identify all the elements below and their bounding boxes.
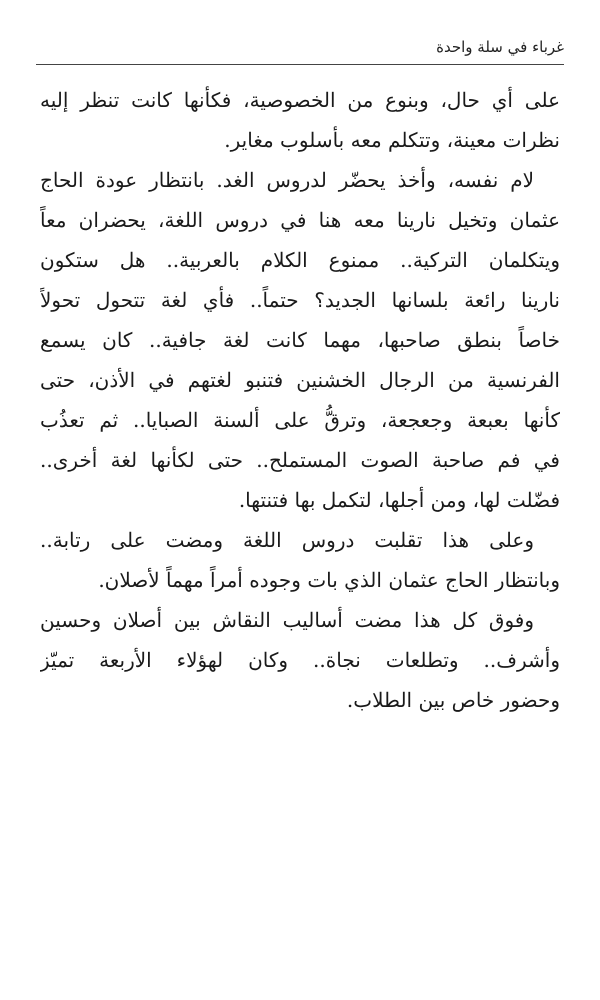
text-line: ويتكلمان التركية.. ممنوع الكلام بالعربية.. هل ستكون [40, 248, 560, 272]
text-line: على أي حال، وبنوع من الخصوصية، فكأنها كانت تنظر إليه [40, 88, 560, 112]
paragraph-4 [40, 600, 560, 720]
text-line: في فم صاحبة الصوت المستملح.. حتى لكأنها لغة أخرى.. [40, 448, 560, 472]
paragraph-2 [40, 160, 560, 520]
text-line: وحضور خاص بين الطلاب. [346, 688, 560, 712]
text-line: وبانتظار الحاج عثمان الذي بات وجوده أمراً مهماً لأصلان. [98, 568, 560, 592]
text-line: لام نفسه، وأخذ يحضّر لدروس الغد. بانتظار عودة الحاج [40, 168, 534, 192]
paragraph-1 [40, 80, 560, 160]
text-line: فضّلت لها، ومن أجلها، لتكمل بها فتنتها. [238, 488, 560, 512]
body-text [40, 80, 560, 720]
header-rule [36, 64, 564, 65]
paragraph-3 [40, 520, 560, 600]
text-line: خاصاً بنطق صاحبها، مهما كانت لغة جافية.. كان يسمع [40, 328, 560, 352]
text-line: نارينا رائعة بلسانها الجديد؟ حتماً.. فأي لغة تتحول تحولاً [40, 288, 560, 312]
text-line: نظرات معينة، وتتكلم معه بأسلوب مغاير. [224, 128, 560, 152]
text-line: وفوق كل هذا مضت أساليب النقاش بين أصلان وحسين [40, 608, 534, 632]
text-line: عثمان وتخيل نارينا معه هنا في دروس اللغة، يحضران معاً [40, 208, 560, 232]
text-line: وأشرف.. وتطلعات نجاة.. وكان لهؤلاء الأربعة تميّز [40, 648, 560, 672]
text-line: الفرنسية من الرجال الخشنين فتنبو لغتهم في الأذن، حتى [40, 368, 560, 392]
running-header: غرباء في سلة واحدة [436, 38, 564, 56]
text-line: وعلى هذا تقلبت دروس اللغة ومضت على رتابة.. [40, 528, 534, 552]
text-line: كأنها بعبعة وجعجعة، وترقُّ على ألسنة الصبايا.. ثم تعذُب [40, 408, 560, 432]
